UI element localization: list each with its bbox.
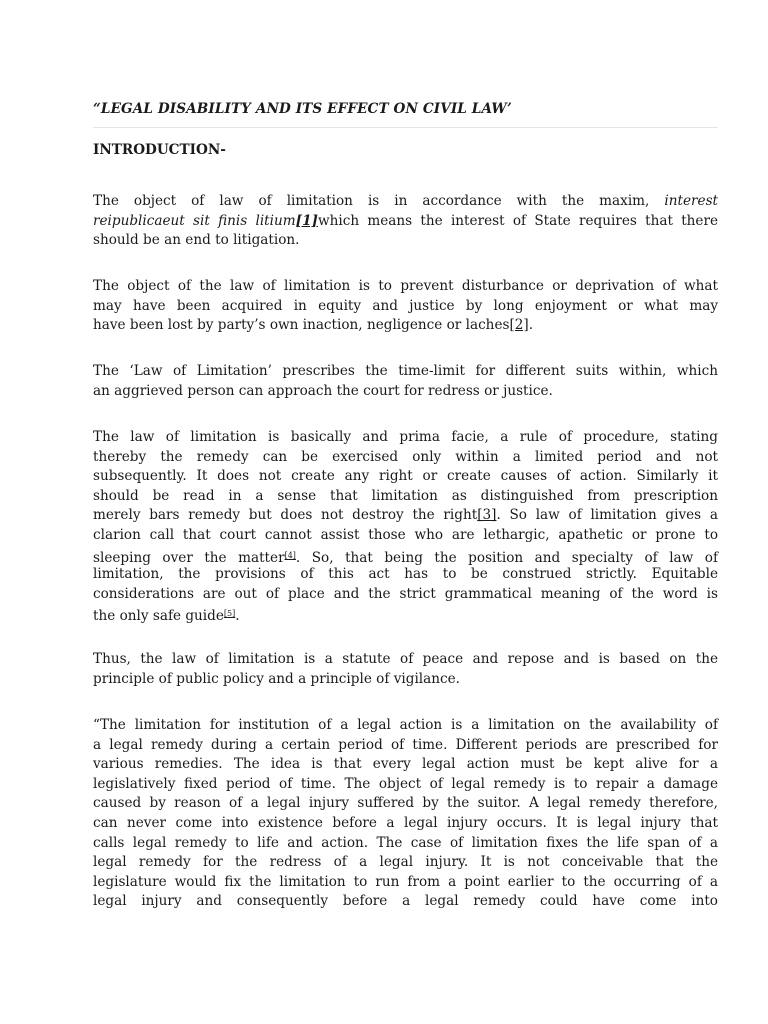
paragraph-5 (93, 650, 718, 689)
paragraph-line: clarion call that court cannot assist those who are lethargic, apathetic or prone to (93, 526, 718, 543)
footnote-link-5[interactable]: [5] (223, 609, 236, 619)
maxim-text: reipublicaeut sit finis litium (93, 212, 296, 229)
paragraph-line: reipublicaeut sit finis litium[1]which means the interest of State requires that there (93, 212, 719, 229)
footnote-link-4[interactable]: [4] (284, 550, 296, 560)
paragraph-line: a legal remedy during a certain period of time. Different periods are prescribed for (93, 736, 718, 753)
maxim-text: interest (664, 193, 719, 209)
paragraph-line: The law of limitation is basically and prima facie, a rule of procedure, stating (93, 429, 718, 445)
paragraph-line: the only safe guide[5]. (93, 608, 240, 625)
paragraph-line: Thus, the law of limitation is a statute of peace and repose and is based on the (93, 651, 718, 667)
paragraph-line: principle of public policy and a principle of vigilance. (93, 670, 460, 687)
paragraph-line: have been lost by party’s own inaction, negligence or laches[2]. (93, 317, 534, 334)
paragraph-line: sleeping over the matter[4]. So, that being the position and specialty of law of (93, 549, 719, 566)
paragraph-6 (93, 716, 718, 912)
paragraph-3 (93, 362, 718, 401)
paragraph-line: legal remedy for the redress of a legal injury. It is not conceivable that the (93, 854, 718, 871)
paragraph-line: legislatively fixed period of time. The object of legal remedy is to repair a damage (93, 775, 718, 792)
section-heading: INTRODUCTION- (93, 142, 226, 158)
paragraph-line: various remedies. The idea is that every legal action must be kept alive for a (93, 756, 718, 773)
paragraph-line: The object of law of limitation is in accordance with the maxim, interest (93, 193, 719, 209)
document-title: “LEGAL DISABILITY AND ITS EFFECT ON CIVIL LAW’ (93, 101, 512, 117)
paragraph-line: considerations are out of place and the strict grammatical meaning of the word is (93, 585, 718, 602)
paragraph-line: The ‘Law of Limitation’ prescribes the time-limit for different suits within, which (93, 363, 718, 379)
paragraph-line: can never come into existence before a legal injury occurs. It is legal injury that (93, 814, 718, 831)
paragraph-4 (93, 428, 718, 624)
footnote-link-2[interactable]: [2] (509, 317, 529, 334)
paragraph-line: limitation, the provisions of this act has to be construed strictly. Equitable (93, 566, 718, 583)
paragraph-line: should be read in a sense that limitation as distinguished from prescription (93, 487, 718, 504)
paragraph-1 (93, 192, 718, 251)
paragraph-line: should be an end to litigation. (93, 232, 300, 249)
paragraph-line: “The limitation for institution of a legal action is a limitation on the availability of (93, 717, 718, 733)
paragraph-line: calls legal remedy to life and action. The case of limitation fixes the life span of a (93, 834, 718, 851)
paragraph-line: an aggrieved person can approach the court for redress or justice. (93, 382, 553, 399)
title-divider (93, 127, 718, 128)
paragraph-line: may have been acquired in equity and justice by long enjoyment or what may (93, 297, 718, 314)
paragraph-line: merely bars remedy but does not destroy the right[3]. So law of limitation gives a (93, 507, 718, 524)
footnote-link-3[interactable]: [3] (477, 507, 497, 524)
footnote-link-1[interactable]: [1] (295, 212, 318, 229)
paragraph-2 (93, 277, 718, 336)
paragraph-line: subsequently. It does not create any right or create causes of action. Similarly it (93, 468, 718, 485)
paragraph-line: caused by reason of a legal injury suffered by the suitor. A legal remedy therefore, (93, 795, 718, 812)
paragraph-line: legislature would fix the limitation to run from a point earlier to the occurring of a (93, 873, 718, 890)
paragraph-line: The object of the law of limitation is to prevent disturbance or deprivation of what (93, 278, 718, 294)
paragraph-line: thereby the remedy can be exercised only within a limited period and not (93, 448, 718, 465)
paragraph-line: legal injury and consequently before a legal remedy could have come into (93, 893, 718, 910)
